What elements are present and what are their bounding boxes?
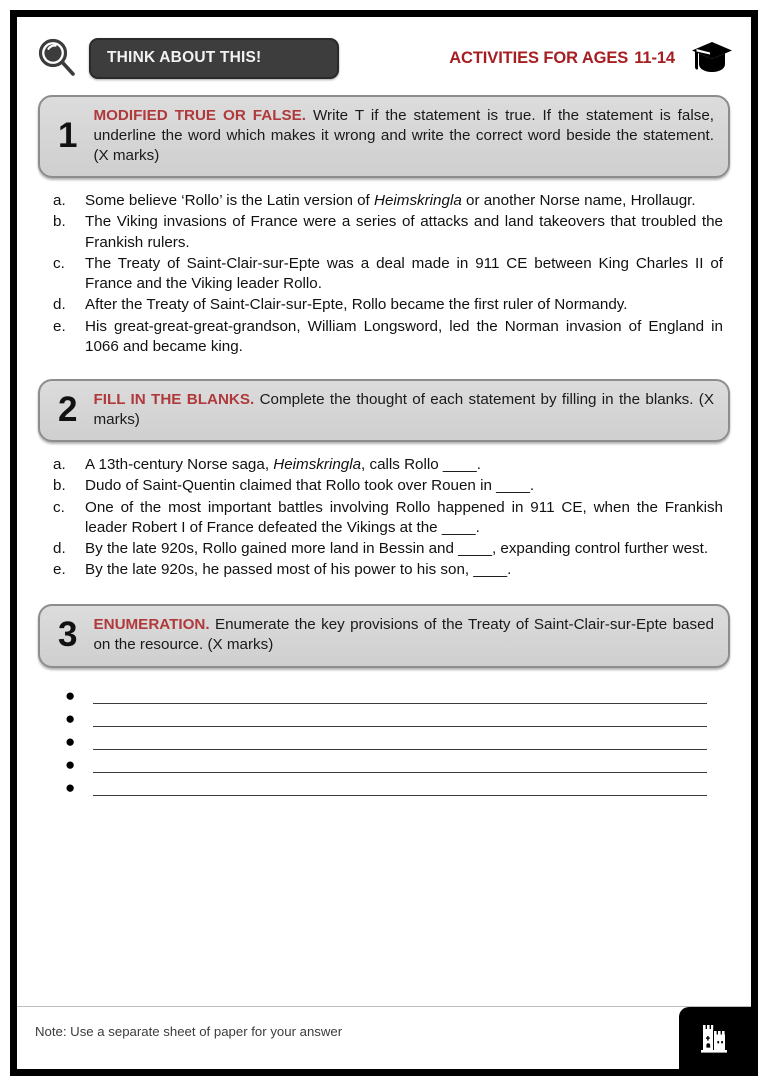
item-label: c. — [53, 498, 65, 516]
item-text-pre: Some believe ‘Rollo’ is the Latin version of — [85, 192, 374, 210]
logo-badge — [679, 1007, 751, 1069]
graduation-cap-icon — [691, 40, 733, 76]
answer-line-row[interactable] — [65, 753, 707, 776]
worksheet-header — [35, 29, 733, 87]
item-text-pre: A 13th-century Norse saga, — [85, 456, 274, 474]
chip-label: THINK ABOUT THIS! — [107, 48, 262, 66]
activity-instruction-3 — [93, 615, 714, 655]
activity-body-2: Complete the thought of each statement by filling in the blanks. (X marks) — [93, 390, 714, 428]
item-text-pre: One of the most important battles involving Rollo happened in 911 CE, when the Frankish leader Robert I of France defeated the Vikings at the ____. — [85, 498, 723, 536]
ages-range: 11-14 — [634, 48, 675, 67]
item-text-emphasis: Heimskringla — [273, 456, 362, 474]
item-text — [85, 539, 723, 559]
item-text — [85, 476, 723, 496]
item-text-pre: By the late 920s, he passed most of his power to his son, ____. — [85, 561, 512, 579]
item-text — [85, 560, 723, 580]
activity-header-1 — [38, 95, 730, 178]
worksheet-content — [17, 17, 751, 1069]
list-item — [53, 317, 723, 357]
question-list-1 — [35, 191, 733, 357]
item-text — [85, 254, 723, 294]
item-text-post: , calls Rollo ____. — [361, 456, 481, 474]
answer-rule[interactable] — [93, 726, 707, 727]
activity-lead-3: ENUMERATION. — [93, 616, 210, 634]
magnifier-icon — [35, 36, 79, 80]
bullet-icon: ● — [65, 777, 76, 797]
answer-line-row[interactable] — [65, 730, 707, 753]
ages-text: ACTIVITIES FOR AGES — [449, 48, 629, 67]
item-text — [85, 317, 723, 357]
activity-number-2: 2 — [58, 389, 78, 429]
list-item — [53, 539, 723, 559]
item-label: a. — [53, 456, 66, 474]
age-range-label — [449, 49, 675, 68]
activity-header-2 — [38, 379, 730, 442]
think-about-this-chip[interactable] — [89, 38, 339, 79]
worksheet-footer — [17, 1006, 751, 1069]
item-text — [85, 455, 723, 475]
activity-header-3 — [38, 604, 730, 667]
item-text — [85, 212, 723, 252]
list-item — [53, 212, 723, 252]
answer-line-row[interactable] — [65, 684, 707, 707]
item-text-emphasis: Heimskringla — [374, 192, 462, 210]
list-item — [53, 498, 723, 538]
item-text-pre: The Viking invasions of France were a series of attacks and land takeovers that troubled the Frankish rulers. — [85, 213, 723, 251]
bullet-icon: ● — [65, 708, 76, 728]
item-text — [85, 295, 723, 315]
item-text-post: or another Norse name, Hrollaugr. — [461, 192, 696, 210]
activity-instruction-1 — [93, 106, 714, 166]
item-label: b. — [53, 213, 66, 231]
answer-rule[interactable] — [93, 749, 707, 750]
item-text-pre: Dudo of Saint-Quentin claimed that Rollo took over Rouen in ____. — [85, 477, 535, 495]
list-item — [53, 560, 723, 580]
list-item — [53, 191, 723, 211]
item-label: e. — [53, 317, 66, 335]
bullet-icon: ● — [65, 731, 76, 751]
item-label: b. — [53, 477, 66, 495]
item-text-pre: The Treaty of Saint-Clair-sur-Epte was a deal made in 911 CE between King Charles II of France and the Viking leader Rollo. — [85, 254, 723, 293]
list-item — [53, 476, 723, 496]
item-label: e. — [53, 561, 66, 579]
castle-logo-icon — [698, 1021, 732, 1055]
item-label: d. — [53, 539, 66, 557]
bullet-icon: ● — [65, 685, 76, 705]
list-item — [53, 295, 723, 315]
activity-lead-1: MODIFIED TRUE OR FALSE. — [93, 107, 306, 124]
footer-note: Note: Use a separate sheet of paper for your answer — [35, 1024, 343, 1039]
answer-line-row[interactable] — [65, 707, 707, 730]
activity-number-3: 3 — [58, 614, 78, 654]
item-label: a. — [53, 192, 66, 210]
activity-body-3: Enumerate the key provisions of the Treaty of Saint-Clair-sur-Epte based on the resource. (X marks) — [93, 616, 714, 654]
question-list-2 — [35, 455, 733, 580]
activity-lead-2: FILL IN THE BLANKS. — [93, 390, 255, 408]
answer-line-row[interactable] — [65, 776, 707, 799]
answer-rule[interactable] — [93, 772, 707, 773]
activity-instruction-2 — [93, 390, 714, 430]
enumeration-answer-lines — [35, 684, 733, 799]
answer-rule[interactable] — [93, 795, 707, 796]
list-item — [53, 254, 723, 294]
answer-rule[interactable] — [93, 703, 707, 704]
activity-number-1: 1 — [58, 115, 78, 155]
item-text — [85, 191, 723, 211]
item-text — [85, 498, 723, 538]
bullet-icon: ● — [65, 754, 76, 774]
item-label: d. — [53, 296, 66, 314]
item-text-pre: After the Treaty of Saint-Clair-sur-Epte, Rollo became the first ruler of Normandy. — [85, 296, 628, 314]
list-item — [53, 455, 723, 475]
item-text-pre: By the late 920s, Rollo gained more land in Bessin and ____, expanding control further west. — [85, 539, 709, 557]
item-text-pre: His great-great-great-grandson, William Longsword, led the Norman invasion of England in 1066 and became king. — [85, 317, 723, 355]
worksheet-page — [10, 10, 758, 1076]
activity-body-1: Write T if the statement is true. If the statement is false, underline the word which makes it wrong and write the correct word beside the statement. (X marks) — [93, 107, 714, 165]
item-label: c. — [53, 254, 65, 272]
